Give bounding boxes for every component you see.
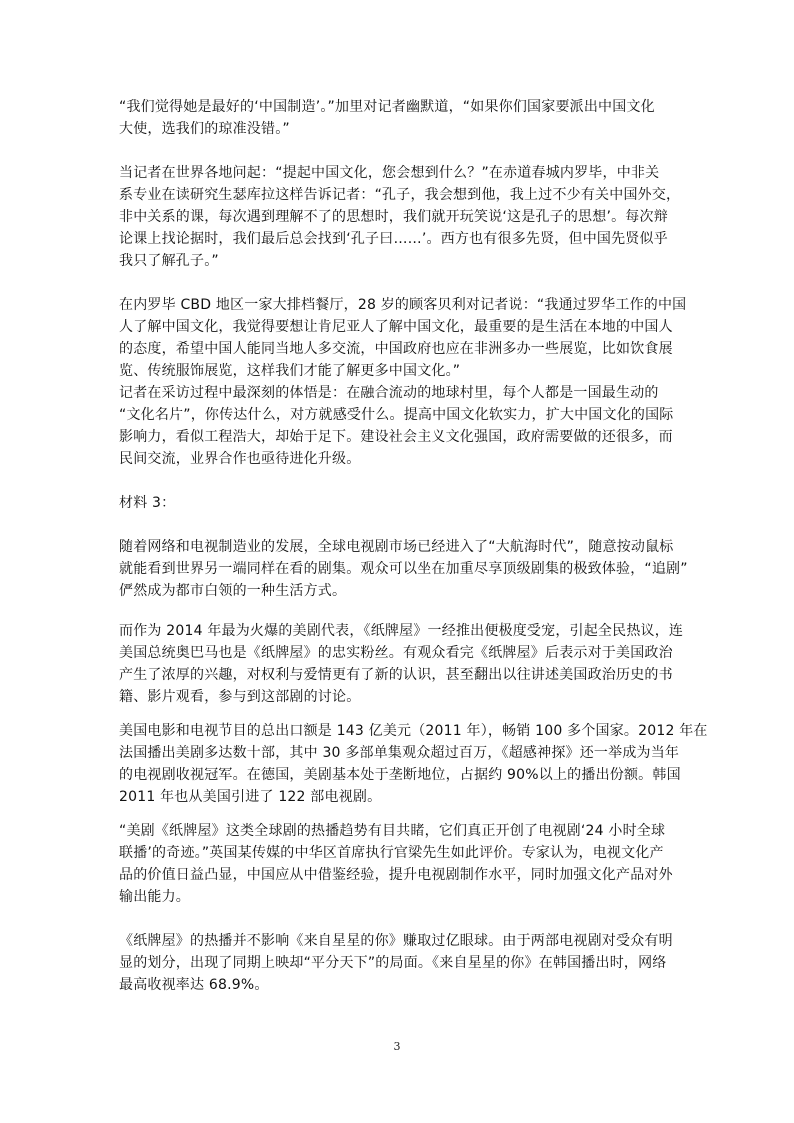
paragraph-line: 品的价值日益凸显，中国应从中借鉴经验，提升电视剧制作水平，同时加强文化产品对外 (119, 867, 673, 883)
paragraph-4 (119, 382, 679, 470)
paragraph-7 (119, 720, 708, 808)
paragraph-line: 显的划分，出现了同期上映却“平分天下”的局面。《来自星星的你》在韩国播出时，网络 (119, 955, 667, 971)
paragraph-line: 民间交流，业界合作也亟待进化升级。 (119, 451, 361, 467)
paragraph-5 (119, 536, 688, 602)
paragraph-line: 览、传统服饰展览，这样我们才能了解更多中国文化。” (119, 363, 461, 379)
paragraph-line: 籍、影片观看，参与到这部剧的讨论。 (119, 689, 361, 705)
paragraph-line: 法国播出美剧多达数十部，其中 30 多部单集观众超过百万，《超感神探》还一举成为当年 (119, 745, 680, 761)
paragraph-line: 大使，选我们的琼准没错。” (119, 121, 290, 137)
paragraph-line: 联播’的奇迹。”英国某传媒的中华区首席执行官梁先生如此评价。专家认为，电视文化产 (119, 845, 664, 861)
paragraph-line: 系专业在读研究生瑟库拉这样告诉记者：“孔子，我会想到他，我上过不少有关中国外交， (119, 187, 681, 203)
paragraph-line: 的电视剧收视冠军。在德国，美剧基本处于垄断地位，占据约 90%以上的播出份额。韩国 (119, 767, 681, 783)
paragraph-line: 2011 年也从美国引进了 122 部电视剧。 (119, 789, 382, 805)
paragraph-line: 影响力，看似工程浩大，却始于足下。建设社会主义文化强国，政府需要做的还很多，而 (119, 429, 673, 445)
paragraph-line: 论课上找论据时，我们最后总会找到‘孔子曰……’。西方也有很多先贤，但中国先贤似乎 (119, 231, 668, 247)
paragraph-2 (119, 162, 679, 272)
paragraph-line: 的态度，希望中国人能同当地人多交流，中国政府也应在非洲多办一些展览，比如饮食展 (119, 341, 673, 357)
paragraph-3 (119, 294, 687, 382)
paragraph-line: “美剧《纸牌屋》这类全球剧的热播趋势有目共睹，它们真正开创了电视剧‘24 小时全球 (119, 823, 666, 839)
paragraph-1 (119, 96, 679, 140)
paragraph-line: 当记者在世界各地问起：“提起中国文化，您会想到什么？”在赤道春城内罗毕，中非关 (119, 165, 660, 181)
section-label-material-3 (119, 492, 679, 514)
paragraph-line: 输出能力。 (119, 889, 190, 905)
paragraph-6 (119, 620, 684, 708)
paragraph-line: 美国总统奥巴马也是《纸牌屋》的忠实粉丝。有观众看完《纸牌屋》后表示对于美国政治 (119, 645, 673, 661)
paragraph-line: 我只了解孔子。” (119, 253, 219, 269)
paragraph-line: 人了解中国文化，我觉得要想让肯尼亚人了解中国文化，最重要的是生活在本地的中国人 (119, 319, 673, 335)
paragraph-9 (119, 930, 679, 996)
paragraph-line: 记者在采访过程中最深刻的体悟是：在融合流动的地球村里，每个人都是一国最生动的 (119, 385, 659, 401)
paragraph-line: “文化名片”，你传达什么，对方就感受什么。提高中国文化软实力，扩大中国文化的国际 (119, 407, 674, 423)
paragraph-line: 而作为 2014 年最为火爆的美剧代表，《纸牌屋》一经推出便极度受宠，引起全民热议，连 (119, 623, 684, 639)
paragraph-line: 俨然成为都市白领的一种生活方式。 (119, 583, 347, 599)
paragraph-line: 随着网络和电视制造业的发展，全球电视剧市场已经进入了“大航海时代”，随意按动鼠标 (119, 539, 674, 555)
page-number: 3 (393, 1040, 401, 1053)
paragraph-line: 材料 3： (119, 495, 176, 511)
paragraph-line: 就能看到世界另一端同样在看的剧集。观众可以坐在加重尽享顶级剧集的极致体验，“追剧” (119, 561, 688, 577)
paragraph-line: 在内罗毕 CBD 地区一家大排档餐厅，28 岁的顾客贝利对记者说：“我通过罗华工作的中国 (119, 297, 687, 313)
paragraph-line: 《纸牌屋》的热播并不影响《来自星星的你》赚取过亿眼球。由于两部电视剧对受众有明 (119, 933, 673, 949)
paragraph-line: 非中关系的课，每次遇到理解不了的思想时，我们就开玩笑说‘这是孔子的思想’。每次辩 (119, 209, 668, 225)
paragraph-line: 最高收视率达 68.9%。 (119, 977, 269, 993)
paragraph-8 (119, 820, 679, 908)
paragraph-line: 产生了浓厚的兴趣，对权利与爱情更有了新的认识，甚至翻出以往讲述美国政治历史的书 (119, 667, 673, 683)
paragraph-line: “我们觉得她是最好的‘中国制造’。”加里对记者幽默道，“如果你们国家要派出中国文化 (119, 99, 655, 115)
paragraph-line: 美国电影和电视节目的总出口额是 143 亿美元（2011 年），畅销 100 多个国家。2012 年在 (119, 723, 708, 739)
